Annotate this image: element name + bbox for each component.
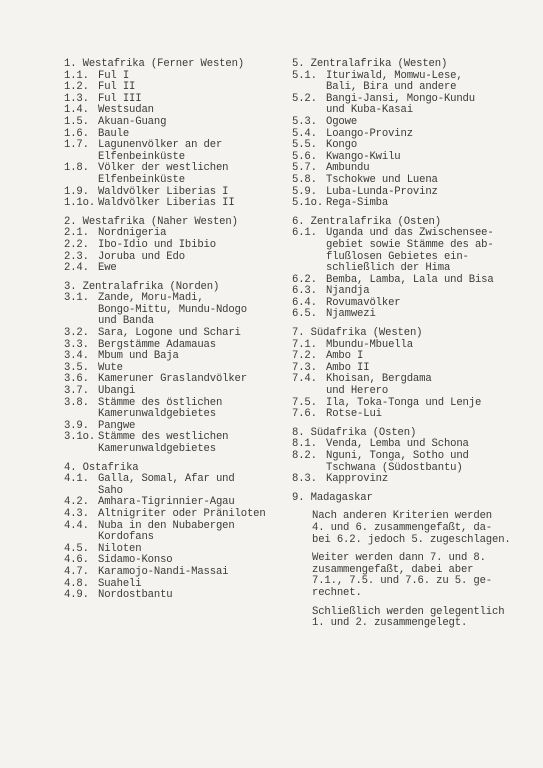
item-number: 5.8. bbox=[292, 173, 317, 186]
list-item bbox=[64, 94, 276, 106]
item-number: 4.6. bbox=[64, 554, 89, 567]
item-number: 5.2. bbox=[292, 92, 317, 105]
item-label: Pangwe bbox=[98, 419, 136, 432]
list-item bbox=[64, 82, 276, 94]
item-number: 7.1. bbox=[292, 338, 317, 351]
list-item bbox=[64, 71, 276, 83]
item-number: 7.3. bbox=[292, 361, 317, 374]
item-label: Akuan-Guang bbox=[98, 115, 167, 128]
section-heading: 4. Ostafrika bbox=[64, 461, 139, 474]
item-number: 3.9. bbox=[64, 419, 89, 432]
item-continuation: und Banda bbox=[98, 315, 154, 328]
item-number: 6.3. bbox=[292, 285, 317, 298]
item-label: Ambo II bbox=[326, 361, 370, 374]
item-number: 8.3. bbox=[292, 473, 317, 486]
section-heading: 6. Zentralafrika (Osten) bbox=[292, 215, 441, 228]
note-paragraph-line: 4. und 6. zusammengefaßt, da- bbox=[312, 521, 493, 534]
note-paragraph-line: Weiter werden dann 7. und 8. bbox=[312, 552, 486, 565]
item-number: 6.4. bbox=[292, 296, 317, 309]
item-label: Njamwezi bbox=[326, 308, 376, 321]
item-number: 2.3. bbox=[64, 250, 89, 263]
item-number: 7.5. bbox=[292, 396, 317, 409]
item-number: 3.1o. bbox=[64, 431, 96, 444]
item-number: 7.6. bbox=[292, 408, 317, 421]
item-number: 5.3. bbox=[292, 115, 317, 128]
list-item bbox=[64, 240, 276, 252]
item-number: 3.3. bbox=[64, 338, 89, 351]
item-label: Ambundu bbox=[326, 162, 370, 175]
item-label: Loango-Provinz bbox=[326, 127, 413, 140]
item-label: Bangi-Jansi, Mongo-Kundu bbox=[326, 92, 475, 105]
note-paragraph-line: Schließlich werden gelegentlich bbox=[312, 605, 505, 618]
item-number: 1.5. bbox=[64, 115, 89, 128]
list-item bbox=[292, 140, 532, 152]
item-label: Uganda und das Zwischensee- bbox=[326, 227, 494, 240]
item-label: Waldvölker Liberias I bbox=[98, 185, 229, 198]
item-label: Luba-Lunda-Provinz bbox=[326, 185, 438, 198]
item-label: Kwango-Kwilu bbox=[326, 150, 401, 163]
item-continuation: flußlosen Gebietes ein- bbox=[326, 250, 469, 263]
item-label: Tschokwe und Luena bbox=[326, 173, 438, 186]
section-heading: 5. Zentralafrika (Westen) bbox=[292, 58, 448, 70]
item-label: Niloten bbox=[98, 542, 142, 555]
item-number: 8.2. bbox=[292, 450, 317, 462]
list-item bbox=[64, 252, 276, 264]
item-label: Wute bbox=[98, 361, 123, 374]
list-item bbox=[64, 105, 276, 117]
item-number: 1.6. bbox=[64, 127, 89, 140]
item-number: 6.1. bbox=[292, 227, 317, 240]
item-number: 5.1o. bbox=[292, 197, 324, 210]
item-number: 3.8. bbox=[64, 396, 89, 409]
item-number: 1.1. bbox=[64, 69, 89, 82]
item-label: Bergstämme Adamauas bbox=[98, 338, 216, 351]
item-label: Ila, Toka-Tonga und Lenje bbox=[326, 396, 482, 409]
item-label: Bemba, Lamba, Lala und Bisa bbox=[326, 273, 494, 286]
item-label: Ful III bbox=[98, 92, 142, 105]
item-number: 2.2. bbox=[64, 238, 89, 251]
item-label: Zande, Moru-Madi, bbox=[98, 292, 204, 305]
list-item bbox=[292, 409, 532, 421]
item-label: Njandja bbox=[326, 285, 370, 298]
item-number: 2.4. bbox=[64, 262, 89, 275]
right-column bbox=[292, 59, 532, 630]
list-item bbox=[64, 140, 276, 152]
item-continuation: und Kuba-Kasai bbox=[326, 104, 413, 117]
item-number: 1.8. bbox=[64, 162, 89, 175]
item-number: 5.1. bbox=[292, 69, 317, 82]
item-continuation: Elfenbeinküste bbox=[98, 150, 185, 163]
item-number: 5.4. bbox=[292, 127, 317, 140]
list-item bbox=[292, 175, 532, 187]
list-item bbox=[64, 474, 276, 486]
item-continuation: Elfenbeinküste bbox=[98, 173, 185, 186]
item-label: Ogowe bbox=[326, 115, 358, 128]
item-label: Mbundu-Mbuella bbox=[326, 338, 413, 351]
list-item bbox=[292, 309, 532, 321]
item-number: 2.1. bbox=[64, 227, 89, 240]
item-label: Ful I bbox=[98, 69, 130, 82]
item-number: 3.4. bbox=[64, 350, 89, 363]
item-continuation: Saho bbox=[98, 484, 123, 497]
note-paragraph-line: bei 6.2. jedoch 5. zugeschlagen. bbox=[312, 533, 511, 546]
item-continuation: Kamerunwaldgebietes bbox=[98, 443, 216, 455]
item-number: 3.6. bbox=[64, 373, 89, 386]
item-continuation: Bongo-Mittu, Mundu-Ndogo bbox=[98, 303, 247, 316]
item-number: 4.3. bbox=[64, 507, 89, 520]
item-label: Waldvölker Liberias II bbox=[98, 197, 235, 210]
list-item bbox=[64, 567, 276, 579]
item-number: 5.7. bbox=[292, 162, 317, 175]
item-label: Mbum und Baja bbox=[98, 350, 179, 363]
item-number: 5.5. bbox=[292, 139, 317, 152]
item-label: Rega-Simba bbox=[326, 197, 389, 210]
list-item bbox=[64, 509, 276, 521]
section-heading: 1. Westafrika (Ferner Westen) bbox=[64, 58, 245, 70]
item-number: 6.2. bbox=[292, 273, 317, 286]
item-number: 4.9. bbox=[64, 589, 89, 602]
item-continuation: Tschwana (Südostbantu) bbox=[326, 461, 463, 474]
item-number: 6.5. bbox=[292, 308, 317, 321]
section-heading: 9. Madagaskar bbox=[292, 491, 373, 504]
item-label: Khoisan, Bergdama bbox=[326, 373, 432, 386]
list-item bbox=[64, 328, 276, 340]
list-item bbox=[64, 198, 276, 210]
list-item bbox=[64, 521, 276, 533]
list-item bbox=[292, 451, 532, 463]
item-number: 1.3. bbox=[64, 92, 89, 105]
section-heading: 2. Westafrika (Naher Westen) bbox=[64, 215, 238, 228]
list-item bbox=[64, 374, 276, 386]
item-number: 4.4. bbox=[64, 519, 89, 532]
item-label: Amhara-Tigrinnier-Agau bbox=[98, 496, 235, 509]
item-label: Baule bbox=[98, 127, 130, 140]
item-label: Joruba und Edo bbox=[98, 250, 185, 263]
item-label: Karamojo-Nandi-Massai bbox=[98, 565, 229, 578]
item-number: 3.1. bbox=[64, 292, 89, 305]
item-number: 5.6. bbox=[292, 150, 317, 163]
item-label: Völker der westlichen bbox=[98, 162, 229, 175]
item-label: Nordnigeria bbox=[98, 227, 167, 240]
item-number: 3.5. bbox=[64, 361, 89, 374]
item-label: Stämme des östlichen bbox=[98, 396, 223, 409]
left-column bbox=[64, 59, 276, 602]
item-label: Kapprovinz bbox=[326, 473, 389, 486]
note-paragraph-line: 7.1., 7.5. und 7.6. zu 5. ge- bbox=[312, 575, 493, 588]
note-paragraph-line: rechnet. bbox=[312, 586, 362, 599]
item-number: 1.9. bbox=[64, 185, 89, 198]
item-label: Nuba in den Nubabergen bbox=[98, 519, 235, 532]
item-label: Ambo I bbox=[326, 350, 364, 363]
item-continuation: schließlich der Hima bbox=[326, 262, 451, 275]
item-number: 4.5. bbox=[64, 542, 89, 555]
item-number: 8.1. bbox=[292, 438, 317, 451]
item-continuation: Bali, Bira und andere bbox=[326, 81, 457, 94]
item-label: Rotse-Lui bbox=[326, 408, 382, 421]
section-heading: 7. Südafrika (Westen) bbox=[292, 327, 423, 340]
item-label: Altnigriter oder Präniloten bbox=[98, 507, 266, 520]
item-number: 4.1. bbox=[64, 473, 89, 486]
list-item bbox=[292, 117, 532, 129]
list-item bbox=[64, 590, 276, 602]
list-item bbox=[292, 198, 532, 210]
item-number: 3.2. bbox=[64, 327, 89, 340]
item-label: Kameruner Graslandvölker bbox=[98, 373, 247, 386]
item-label: Venda, Lemba und Schona bbox=[326, 438, 469, 451]
item-continuation: gebiet sowie Stämme des ab- bbox=[326, 238, 494, 251]
item-number: 1.2. bbox=[64, 81, 89, 94]
item-label: Nguni, Tonga, Sotho und bbox=[326, 450, 469, 462]
item-number: 7.2. bbox=[292, 350, 317, 363]
section-heading: 3. Zentralafrika (Norden) bbox=[64, 280, 220, 293]
item-label: Kongo bbox=[326, 139, 358, 152]
item-label: Ibo-Idio und Ibibio bbox=[98, 238, 216, 251]
item-label: Galla, Somal, Afar und bbox=[98, 473, 235, 486]
note-paragraph-line: 1. und 2. zusammengelegt. bbox=[312, 617, 468, 630]
list-item bbox=[64, 117, 276, 129]
note-paragraph-line: Nach anderen Kriterien werden bbox=[312, 510, 493, 523]
item-label: Rovumavölker bbox=[326, 296, 401, 309]
item-label: Ubangi bbox=[98, 385, 136, 398]
item-label: Ful II bbox=[98, 81, 136, 94]
item-number: 4.2. bbox=[64, 496, 89, 509]
list-item bbox=[64, 263, 276, 275]
item-label: Lagunenvölker an der bbox=[98, 139, 223, 152]
item-continuation: Kordofans bbox=[98, 531, 154, 544]
section-heading: 8. Südafrika (Osten) bbox=[292, 426, 417, 439]
item-label: Westsudan bbox=[98, 104, 154, 117]
list-item bbox=[64, 351, 276, 363]
item-number: 1.4. bbox=[64, 104, 89, 117]
item-label: Sidamo-Konso bbox=[98, 554, 173, 567]
item-label: Sara, Logone und Schari bbox=[98, 327, 241, 340]
item-label: Ituriwald, Momwu-Lese, bbox=[326, 69, 463, 82]
item-number: 1.1o. bbox=[64, 197, 96, 210]
list-item bbox=[292, 474, 532, 486]
item-number: 5.9. bbox=[292, 185, 317, 198]
item-number: 4.8. bbox=[64, 577, 89, 590]
item-number: 7.4. bbox=[292, 373, 317, 386]
item-continuation: und Herero bbox=[326, 385, 389, 398]
item-number: 1.7. bbox=[64, 139, 89, 152]
item-continuation: Kamerunwaldgebietes bbox=[98, 408, 216, 421]
list-item bbox=[64, 386, 276, 398]
item-label: Stämme des westlichen bbox=[98, 431, 229, 444]
item-label: Suaheli bbox=[98, 577, 142, 590]
note-paragraph-line: zusammengefaßt, dabei aber bbox=[312, 563, 474, 576]
item-label: Ewe bbox=[98, 262, 117, 275]
item-label: Nordostbantu bbox=[98, 589, 173, 602]
item-number: 4.7. bbox=[64, 565, 89, 578]
item-number: 3.7. bbox=[64, 385, 89, 398]
